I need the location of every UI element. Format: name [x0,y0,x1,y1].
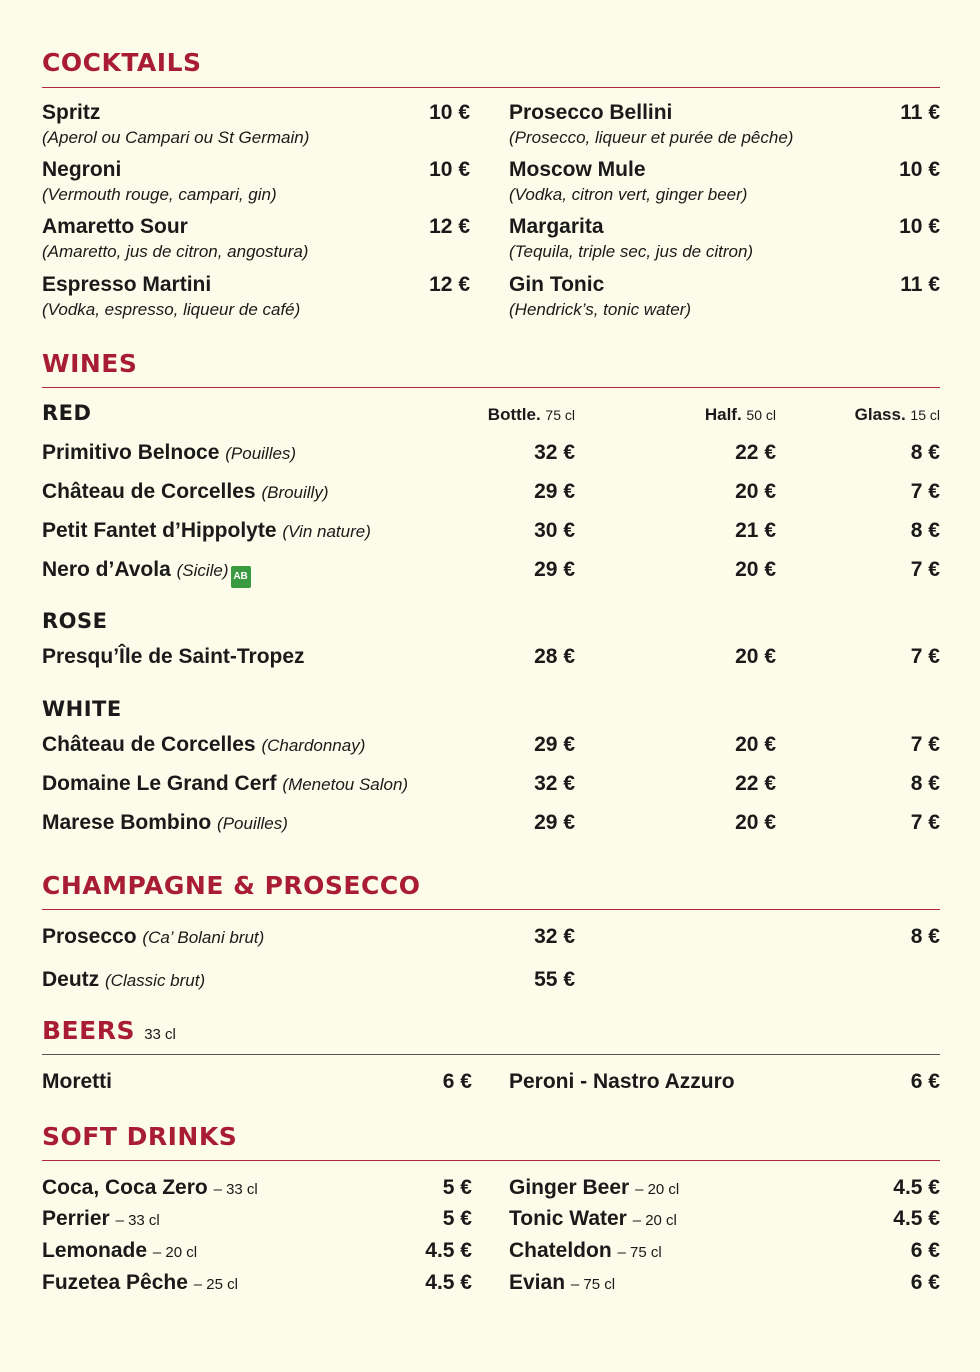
col-half: Half. 50 cl [704,405,776,424]
cocktail-desc: (Hendrick’s, tonic water) [509,300,692,319]
cocktails-rule [42,87,940,88]
soft-price: 5 € [442,1176,472,1199]
cocktail-name: Spritz [42,101,101,124]
beers-rule [42,1054,940,1055]
cocktail-price: 12 € [429,273,470,296]
bottle-price: 29 € [534,480,575,503]
cocktail-item [42,215,308,262]
wine-row: Nero d’Avola (Sicile) AB [42,558,251,588]
soft-price: 6 € [910,1239,940,1262]
soft-item: Perrier – 33 cl [42,1207,160,1230]
soft-item: Ginger Beer – 20 cl [509,1176,680,1199]
cocktail-item [509,273,691,320]
soft-item: Evian – 75 cl [509,1271,616,1294]
cocktail-item [42,101,309,148]
soft-item: Coca, Coca Zero – 33 cl [42,1176,258,1199]
soft-item: Chateldon – 75 cl [509,1239,662,1262]
cocktails-title: COCKTAILS [42,48,202,77]
glass-price: 8 € [910,772,940,795]
col-glass: Glass. 15 cl [854,405,940,424]
beers-title: BEERS 33 cl [42,1016,176,1045]
glass-price: 8 € [910,441,940,464]
soft-price: 4.5 € [893,1207,940,1230]
half-price: 21 € [735,519,776,542]
soft-item: Lemonade – 20 cl [42,1239,198,1262]
bottle-price: 30 € [534,519,575,542]
soft-price: 4.5 € [425,1239,472,1262]
half-price: 22 € [735,772,776,795]
glass-price: 8 € [910,925,940,948]
glass-price: 7 € [910,645,940,668]
organic-badge-icon: AB [231,566,251,588]
soft-title: SOFT DRINKS [42,1122,238,1151]
cocktail-desc: (Aperol ou Campari ou St Germain) [42,128,310,147]
glass-price: 7 € [910,811,940,834]
glass-price: 8 € [910,519,940,542]
wine-row: Deutz (Classic brut) [42,968,206,991]
rose-label: ROSE [42,609,108,633]
half-price: 20 € [735,480,776,503]
cocktail-price: 11 € [900,101,940,124]
cocktail-price: 10 € [429,158,470,181]
cocktail-name: Margarita [509,215,604,238]
wine-row: Domaine Le Grand Cerf (Menetou Salon) [42,772,409,795]
cocktail-name: Prosecco Bellini [509,101,673,124]
soft-rule [42,1160,940,1161]
wine-row: Petit Fantet d’Hippolyte (Vin nature) [42,519,371,542]
glass-price: 7 € [910,733,940,756]
cocktail-price: 10 € [899,215,940,238]
half-price: 20 € [735,733,776,756]
half-price: 20 € [735,558,776,581]
wine-row: Presqu’Île de Saint-Tropez [42,645,305,668]
half-price: 20 € [735,645,776,668]
cocktail-desc: (Prosecco, liqueur et purée de pêche) [509,128,794,147]
cocktail-item [509,101,793,148]
cocktail-item [509,215,753,262]
cocktail-name: Amaretto Sour [42,215,188,238]
cocktail-desc: (Vermouth rouge, campari, gin) [42,185,277,204]
wines-rule [42,387,940,388]
cocktail-item [42,158,277,205]
soft-price: 5 € [442,1207,472,1230]
cocktail-desc: (Vodka, espresso, liqueur de café) [42,300,301,319]
cocktail-name: Gin Tonic [509,273,605,296]
bottle-price: 29 € [534,733,575,756]
beer-name: Peroni - Nastro Azzuro [509,1070,735,1093]
cocktail-price: 10 € [429,101,470,124]
bottle-price: 32 € [534,925,575,948]
soft-item: Tonic Water – 20 cl [509,1207,677,1230]
champagne-rule [42,909,940,910]
red-label: RED [42,401,92,425]
cocktail-desc: (Tequila, triple sec, jus de citron) [509,242,754,261]
cocktail-item [42,273,300,320]
cocktail-desc: (Vodka, citron vert, ginger beer) [509,185,748,204]
soft-item: Fuzetea Pêche – 25 cl [42,1271,238,1294]
wine-row: Prosecco (Ca’ Bolani brut) [42,925,265,948]
beer-price: 6 € [910,1070,940,1093]
champagne-title: CHAMPAGNE & PROSECCO [42,871,421,900]
cocktail-price: 10 € [899,158,940,181]
col-bottle: Bottle. 75 cl [487,405,575,424]
beer-name: Moretti [42,1070,112,1093]
glass-price: 7 € [910,480,940,503]
wine-row: Château de Corcelles (Chardonnay) [42,733,366,756]
cocktail-name: Moscow Mule [509,158,646,181]
wines-title: WINES [42,349,138,378]
wine-row: Château de Corcelles (Brouilly) [42,480,329,503]
half-price: 20 € [735,811,776,834]
cocktail-desc: (Amaretto, jus de citron, angostura) [42,242,309,261]
cocktail-item [509,158,747,205]
bottle-price: 28 € [534,645,575,668]
soft-price: 4.5 € [425,1271,472,1294]
wine-row: Primitivo Belnoce (Pouilles) [42,441,297,464]
beer-price: 6 € [442,1070,472,1093]
soft-price: 4.5 € [893,1176,940,1199]
bottle-price: 55 € [534,968,575,991]
cocktail-price: 12 € [429,215,470,238]
white-label: WHITE [42,697,122,721]
cocktail-price: 11 € [900,273,940,296]
wine-row: Marese Bombino (Pouilles) [42,811,288,834]
bottle-price: 32 € [534,441,575,464]
cocktail-name: Espresso Martini [42,273,212,296]
bottle-price: 32 € [534,772,575,795]
glass-price: 7 € [910,558,940,581]
half-price: 22 € [735,441,776,464]
bottle-price: 29 € [534,558,575,581]
cocktail-name: Negroni [42,158,122,181]
bottle-price: 29 € [534,811,575,834]
soft-price: 6 € [910,1271,940,1294]
